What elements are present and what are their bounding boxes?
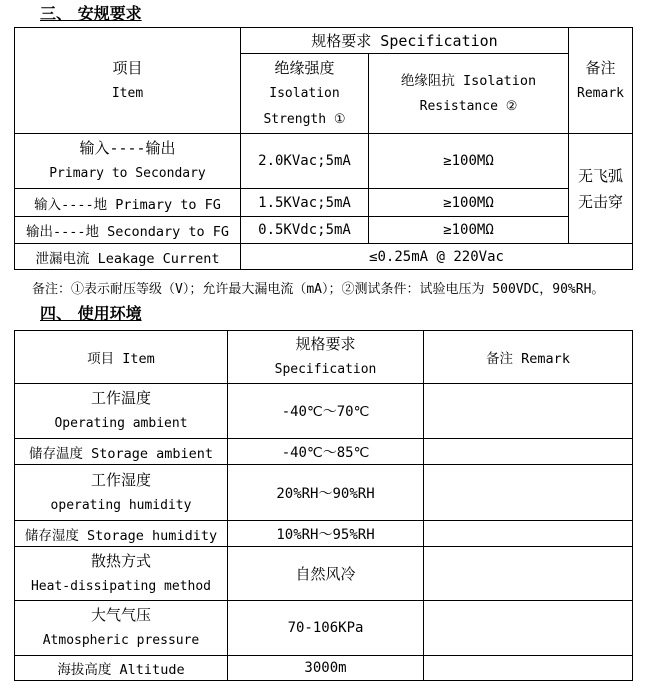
row-remark-cell bbox=[424, 656, 633, 681]
row-item-cell: 工作温度 Operating ambient bbox=[15, 384, 228, 439]
table-row bbox=[15, 384, 633, 439]
row-strength-cell: 0.5KVdc;5mA bbox=[241, 217, 369, 244]
header-remark-en: Remark bbox=[577, 85, 624, 101]
row-spec-cell: 70-106KPa bbox=[228, 601, 424, 656]
leakage-item-cell: 泄漏电流 Leakage Current bbox=[15, 244, 241, 270]
row-resistance-cell: ≥100MΩ bbox=[369, 134, 569, 189]
header-isolation-strength-cell: 绝缘强度 Isolation Strength ① bbox=[241, 54, 369, 134]
header-isolation-resistance-cell: 绝缘阻抗 Isolation Resistance ② bbox=[369, 54, 569, 134]
row-strength-cell: 1.5KVac;5mA bbox=[241, 189, 369, 217]
row-resistance-cell: ≥100MΩ bbox=[369, 217, 569, 244]
header-spec-cell: 规格要求 Specification bbox=[228, 331, 424, 384]
remark-merged-cell: 无飞弧 无击穿 bbox=[569, 134, 633, 244]
row-strength-cell: 2.0KVac;5mA bbox=[241, 134, 369, 189]
table-row bbox=[15, 601, 633, 656]
row-item-cell: 输入----输出 Primary to Secondary bbox=[15, 134, 241, 189]
row-item-cell: 输出----地 Secondary to FG bbox=[15, 217, 241, 244]
section-heading-safety: 三、 安规要求 bbox=[40, 4, 142, 23]
table-row bbox=[15, 134, 633, 189]
row-item-cell: 大气气压 Atmospheric pressure bbox=[15, 601, 228, 656]
row-spec-cell: -40℃～85℃ bbox=[228, 439, 424, 465]
table-row-leakage bbox=[15, 244, 633, 270]
header-item-cell: 项目 Item bbox=[15, 331, 228, 384]
row-item-cell: 海拔高度 Altitude bbox=[15, 656, 228, 681]
row-item-cell: 输入----地 Primary to FG bbox=[15, 189, 241, 217]
table-header-row bbox=[15, 28, 633, 54]
row-spec-cell: 10%RH～95%RH bbox=[228, 521, 424, 547]
row-remark-cell bbox=[424, 521, 633, 547]
row-remark-cell bbox=[424, 601, 633, 656]
row-item-cell: 储存湿度 Storage humidity bbox=[15, 521, 228, 547]
leakage-value-cell: ≤0.25mA @ 220Vac bbox=[241, 244, 633, 270]
environment-table bbox=[14, 330, 633, 681]
safety-note: 备注：①表示耐压等级（V）；允许最大漏电流（mA）；②测试条件：试验电压为 500VDC，90%RH。 bbox=[32, 282, 605, 297]
safety-requirements-table bbox=[14, 27, 633, 270]
row-item-cell: 散热方式 Heat-dissipating method bbox=[15, 547, 228, 601]
row-spec-cell: 3000m bbox=[228, 656, 424, 681]
header-remark-cn: 备注 bbox=[585, 58, 616, 77]
header-item-cn: 项目 bbox=[112, 58, 143, 77]
row-remark-cell bbox=[424, 547, 633, 601]
row-resistance-cell: ≥100MΩ bbox=[369, 189, 569, 217]
row-item-cell: 储存温度 Storage ambient bbox=[15, 439, 228, 465]
table-header-row bbox=[15, 331, 633, 384]
row-spec-cell: -40℃～70℃ bbox=[228, 384, 424, 439]
table-row bbox=[15, 547, 633, 601]
row-item-cell: 工作湿度 operating humidity bbox=[15, 465, 228, 521]
header-remark-cell: 备注 Remark bbox=[424, 331, 633, 384]
header-spec-group-cell: 规格要求 Specification bbox=[241, 28, 569, 54]
row-remark-cell bbox=[424, 465, 633, 521]
table-row bbox=[15, 217, 633, 244]
table-row bbox=[15, 465, 633, 521]
row-spec-cell: 自然风冷 bbox=[228, 547, 424, 601]
table-row bbox=[15, 656, 633, 681]
section-heading-environment: 四、 使用环境 bbox=[40, 304, 142, 323]
table-row bbox=[15, 521, 633, 547]
header-item-en: Item bbox=[111, 85, 144, 101]
row-remark-cell bbox=[424, 384, 633, 439]
table-row bbox=[15, 439, 633, 465]
row-remark-cell bbox=[424, 439, 633, 465]
table-row bbox=[15, 189, 633, 217]
header-item-cell bbox=[15, 28, 241, 134]
row-spec-cell: 20%RH～90%RH bbox=[228, 465, 424, 521]
header-remark-cell bbox=[569, 28, 633, 134]
